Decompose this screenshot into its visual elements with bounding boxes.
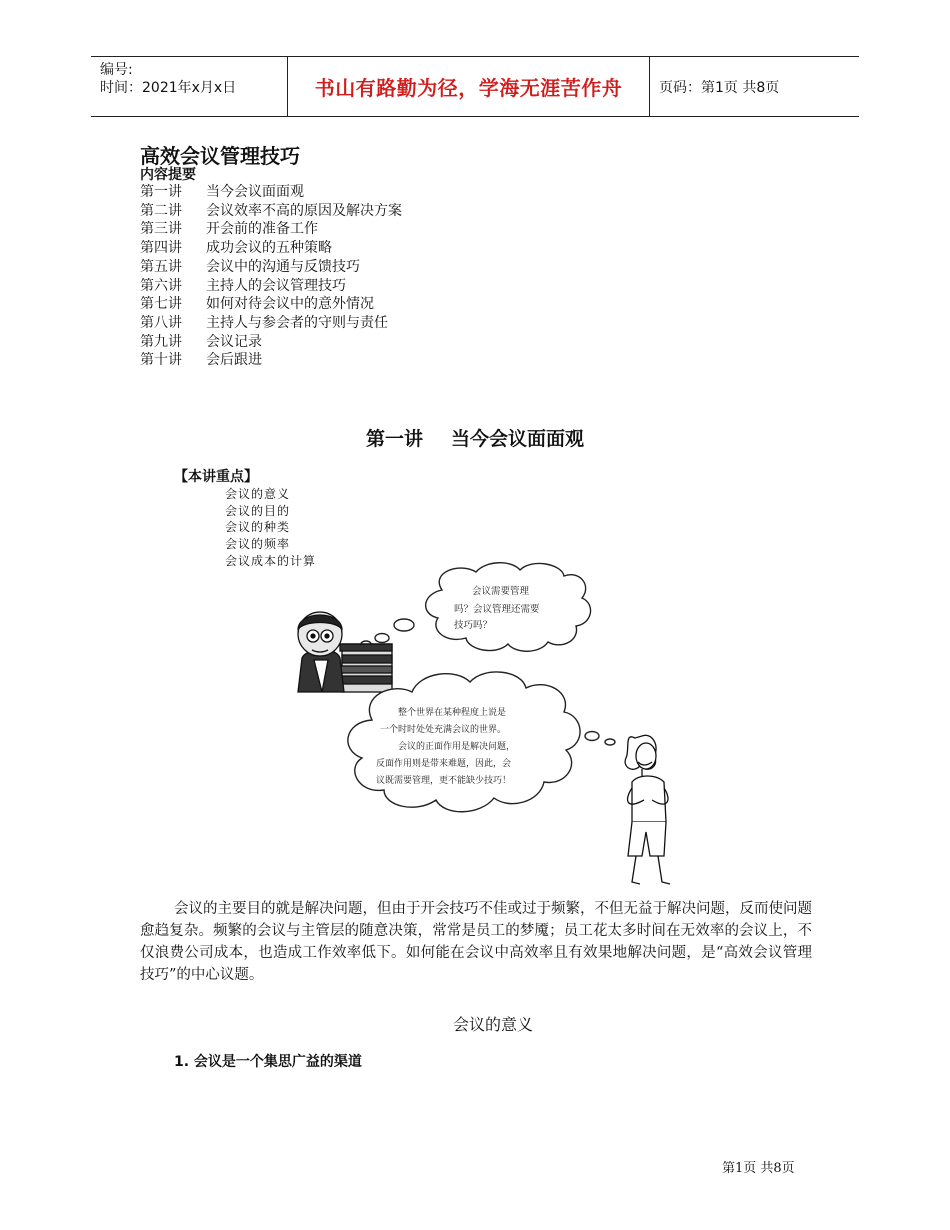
toc-item: 第一讲 当今会议面面观 [140,184,304,200]
number-label: 编号: [100,62,133,78]
key-point: 会议的频率 [225,537,291,552]
lecture-heading: 第一讲 当今会议面面观 [365,428,585,450]
bubble-bottom-line: 一个时时处处充满会议的世界。 [380,725,507,735]
woman-figure [625,735,670,884]
header-motto: 书山有路勤为径，学海无涯苦作舟 [314,76,623,100]
key-point: 会议的意义 [225,487,291,501]
toc-item: 第七讲 如何对待会议中的意外情况 [140,296,374,313]
page-header [91,56,859,117]
professor-figure [298,612,392,692]
bubble-top-line: 会议需要管理 [472,586,530,597]
summary-heading: 内容提要 [140,167,196,183]
key-point: 会议的目的 [225,503,291,518]
bubble-bottom-line: 整个世界在某种程度上说是 [398,708,507,718]
toc-item: 第三讲 开会前的准备工作 [140,221,318,238]
bubble-bottom-line: 反面作用则是带来难题，因此，会 [376,759,512,769]
toc-item: 第四讲 成功会议的五种策略 [140,240,332,257]
cartoon-illustration [280,560,700,900]
key-points-list [225,486,316,570]
toc-item: 第八讲 主持人与参会者的守则与责任 [140,314,388,331]
header-meta [100,61,236,97]
bubble-bottom-line: 会议的正面作用是解决问题， [398,742,516,752]
header-divider [649,57,650,116]
bubble-bottom-line: 议既需要管理，更不能缺少技巧！ [376,776,512,786]
toc-item: 第六讲 主持人的会议管理技巧 [140,277,346,294]
page-footer: 第1页 共8页 [722,1161,795,1176]
toc-item: 第九讲 会议记录 [140,333,262,350]
table-of-contents [140,183,402,370]
doc-title: 高效会议管理技巧 [140,144,300,168]
header-page-info: 页码：第1页 共8页 [659,79,780,96]
section-title: 会议的意义 [452,1015,533,1034]
numbered-item: 1. 会议是一个集思广益的渠道 [174,1054,362,1070]
toc-item: 第十讲 会后跟进 [140,352,262,369]
key-points-heading: 【本讲重点】 [174,469,258,485]
key-point: 会议成本的计算 [225,553,317,568]
time-label: 时间：2021年x月x日 [100,80,237,96]
key-point: 会议的种类 [225,520,291,535]
toc-item: 第五讲 会议中的沟通与反馈技巧 [140,258,360,275]
intro-paragraph: 会议的主要目的就是解决问题，但由于开会技巧不佳或过于频繁，不但无益于解决问题，反而使问题愈趋复杂。频繁的会议与主管层的随意决策，常常是员工的梦魇；员工花太多时间在无效率的会议上，不仅浪费公司成本，也造成工作效率低下。如何能在会议中高效率且有效果地解决问题，是“高效会议管理技巧”的中心议题。 [140,901,812,983]
toc-item: 第二讲 会议效率不高的原因及解决方案 [140,202,402,219]
bubble-top-line: 技巧吗？ [454,620,493,631]
bubble-top-line: 吗？会议管理还需要 [454,604,540,615]
